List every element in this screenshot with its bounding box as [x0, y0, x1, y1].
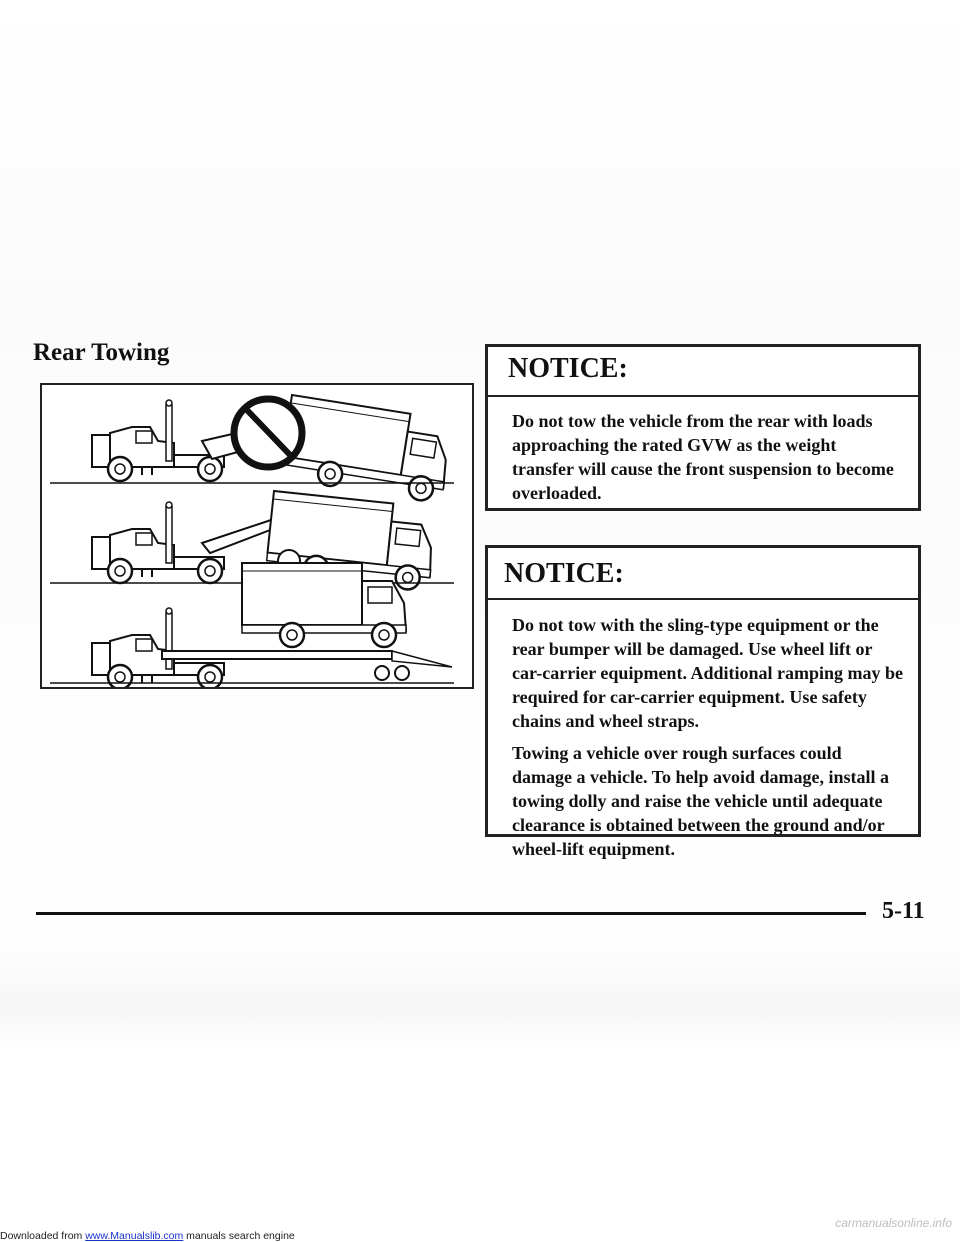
prohibited-icon [234, 399, 302, 467]
notice-heading: NOTICE: [488, 347, 918, 397]
scene-car-carrier [50, 563, 454, 687]
scene-sling-tow-prohibited [50, 395, 454, 504]
notice-paragraph: Do not tow the vehicle from the rear with loads approaching the rated GVW as the weight transfer will cause the front suspension to become overloaded. [512, 411, 894, 503]
notice-heading: NOTICE: [488, 548, 918, 600]
footer-rule [36, 912, 866, 915]
page-bottom-shade [0, 940, 960, 1050]
download-banner [0, 1230, 960, 1242]
banner-prefix: Downloaded from [0, 1230, 86, 1242]
notice-box-rear-load [485, 344, 921, 511]
notice-paragraph: Do not tow with the sling-type equipment or the rear bumper will be damaged. Use wheel lift or car-carrier equipment. Additional ramping may be required for car-carrier equipment. Use safety chains and wheel straps. [512, 615, 903, 731]
watermark-text: carmanualsonline.info [835, 1216, 952, 1230]
manualslib-link[interactable]: www.Manualslib.com [85, 1230, 184, 1242]
rear-towing-figure [40, 383, 474, 689]
page-number: 5-11 [882, 898, 925, 924]
notice-paragraph: Towing a vehicle over rough surfaces could damage a vehicle. To help avoid damage, install a towing dolly and raise the vehicle until adequate clearance is obtained between the ground and/or wheel-lift equipment. [512, 743, 890, 859]
banner-suffix: manuals search engine [183, 1230, 295, 1242]
towing-diagram [42, 385, 472, 687]
notice-box-sling-equipment [485, 545, 921, 859]
section-title: Rear Towing [33, 339, 170, 366]
